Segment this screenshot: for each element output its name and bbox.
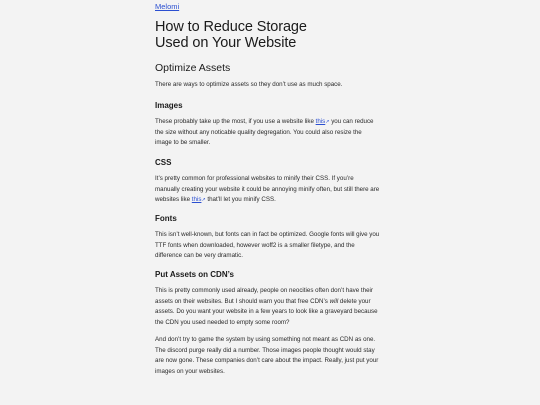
site-home-link[interactable]: Melomi bbox=[155, 2, 180, 11]
images-link[interactable]: this bbox=[315, 118, 326, 125]
optimize-intro: There are ways to optimize assets so they don’t use as much space. bbox=[155, 81, 343, 88]
page-title-line2: Used on Your Website bbox=[155, 35, 297, 51]
images-text-before: These probably take up the most, if you use a website like bbox=[155, 118, 316, 125]
css-text-after: that’ll let you minify CSS. bbox=[205, 196, 276, 203]
section-heading-cdn: Put Assets on CDN’s bbox=[155, 270, 234, 279]
cdn-p1-after: delete your assets. Do you want your website in a few years to look like a graveyard because the CDN you used needed to empty some room? bbox=[155, 297, 378, 326]
external-link-icon: ↗ bbox=[325, 119, 330, 125]
section-heading-optimize: Optimize Assets bbox=[155, 62, 231, 74]
page-title-line1: How to Reduce Storage bbox=[155, 19, 307, 35]
external-link-icon: ↗ bbox=[201, 197, 206, 203]
cdn-paragraph-2: And don’t try to game the system by using something not meant as CDN as one. The discord purge really did a number. Those images people thought would stay are now gone. These companies don’t care about the impact. Really, just put your images on your websites. bbox=[155, 336, 379, 375]
images-paragraph bbox=[155, 117, 380, 149]
css-paragraph bbox=[155, 174, 380, 206]
cdn-p1-before: This is pretty commonly used already, people on neocities often don’t have their assets on their websites. But I should warn you that free CDN’s bbox=[155, 287, 373, 305]
cdn-paragraph-1 bbox=[155, 286, 380, 328]
images-text-after: you can reduce the size without any noticable quality degregation. You could also resize the image to be smaller. bbox=[155, 118, 374, 146]
cdn-p1-emphasis: will bbox=[329, 297, 339, 305]
css-text-before: It’s pretty common for professional websites to minify their CSS. If you’re manually creating your website it could be annoying minify often, but still there are websites like bbox=[155, 175, 380, 203]
page-title bbox=[155, 19, 395, 51]
fonts-paragraph: This isn’t well-known, but fonts can in fact be optimized. Google fonts will give you TTF fonts when downloaded, however woff2 is a smaller filetype, and the difference can be very dramatic. bbox=[155, 231, 380, 259]
css-link[interactable]: this bbox=[191, 196, 202, 203]
section-heading-css: CSS bbox=[155, 158, 172, 167]
section-heading-fonts: Fonts bbox=[155, 214, 177, 223]
section-heading-images: Images bbox=[155, 101, 183, 110]
